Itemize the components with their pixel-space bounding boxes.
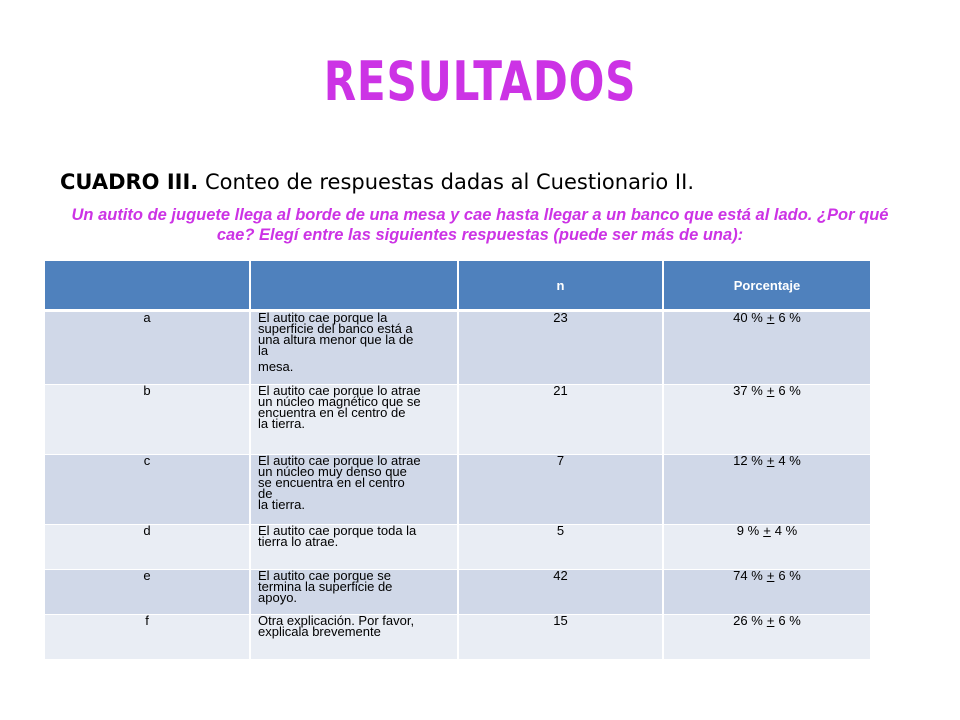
row-letter: c: [45, 455, 250, 525]
description-line: un núcleo magnético que se: [258, 394, 421, 409]
error-value: 6 %: [778, 310, 801, 325]
results-table: [45, 261, 870, 660]
row-letter: d: [45, 525, 250, 570]
question-text: Un autito de juguete llega al borde de una mesa y cae hasta llegar a un banco que está al lado. ¿Por qué cae? Elegí entre las siguientes respuestas (puede ser más de una):: [71, 206, 889, 244]
description-line: El autito cae porque se: [258, 568, 391, 583]
table-row: [45, 311, 870, 385]
error-value: 4 %: [778, 453, 801, 468]
row-description: [250, 311, 458, 385]
description-line: El autito cae porque la: [258, 310, 388, 325]
row-n: 21: [458, 385, 663, 455]
percentage-value: 12 %: [733, 453, 763, 468]
description-line: encuentra en el centro de: [258, 405, 406, 420]
row-percentage: [663, 385, 870, 455]
plus-minus-symbol: +: [766, 568, 775, 583]
row-percentage: [663, 615, 870, 660]
row-percentage: [663, 311, 870, 385]
row-description: [250, 455, 458, 525]
plus-minus-symbol: +: [766, 453, 775, 468]
description-line: El autito cae porque lo atrae: [258, 453, 421, 468]
percentage-value: 37 %: [733, 383, 763, 398]
percentage-value: 74 %: [733, 568, 763, 583]
description-line: explicala brevemente: [258, 624, 381, 639]
row-description: [250, 615, 458, 660]
row-n: 5: [458, 525, 663, 570]
row-n: 42: [458, 570, 663, 615]
description-line: mesa.: [258, 359, 294, 374]
row-description: [250, 525, 458, 570]
plus-minus-symbol: +: [766, 383, 775, 398]
row-percentage: [663, 570, 870, 615]
row-percentage: [663, 455, 870, 525]
description-line: un núcleo muy denso que: [258, 464, 407, 479]
page-title: RESULTADOS: [323, 50, 637, 113]
description-line: la tierra.: [258, 416, 305, 431]
row-letter: f: [45, 615, 250, 660]
table-row: [45, 615, 870, 660]
header-letter: [45, 261, 250, 311]
description-line: de: [258, 486, 273, 501]
caption-label: CUADRO III.: [60, 170, 199, 194]
description-line: Otra explicación. Por favor,: [258, 613, 415, 628]
description-line: El autito cae porque toda la: [258, 523, 417, 538]
row-n: 7: [458, 455, 663, 525]
table-caption: [60, 170, 694, 194]
header-percentage: Porcentaje: [663, 261, 870, 311]
plus-minus-symbol: +: [766, 613, 775, 628]
header-n: n: [458, 261, 663, 311]
description-line: la tierra.: [258, 497, 305, 512]
header-description: [250, 261, 458, 311]
description-line: tierra lo atrae.: [258, 534, 339, 549]
row-n: 23: [458, 311, 663, 385]
table-row: [45, 525, 870, 570]
description-line: apoyo.: [258, 590, 298, 605]
error-value: 4 %: [774, 523, 798, 538]
percentage-value: 9 %: [736, 523, 760, 538]
percentage-value: 26 %: [733, 613, 763, 628]
description-line: se encuentra en el centro: [258, 475, 405, 490]
caption-text: Conteo de respuestas dadas al Cuestionario II.: [198, 170, 694, 194]
table-row: [45, 570, 870, 615]
description-line: termina la superficie de: [258, 579, 393, 594]
description-line: superficie del banco está a: [258, 321, 413, 336]
plus-minus-symbol: +: [763, 523, 771, 538]
error-value: 6 %: [778, 568, 801, 583]
row-description: [250, 570, 458, 615]
description-line: El autito cae porque lo atrae: [258, 383, 421, 398]
table-row: [45, 385, 870, 455]
error-value: 6 %: [778, 613, 801, 628]
percentage-value: 40 %: [733, 310, 763, 325]
row-n: 15: [458, 615, 663, 660]
row-letter: a: [45, 311, 250, 385]
row-description: [250, 385, 458, 455]
table-header-row: [45, 261, 870, 311]
row-percentage: [663, 525, 870, 570]
row-letter: e: [45, 570, 250, 615]
description-line: una altura menor que la de: [258, 332, 414, 347]
error-value: 6 %: [778, 383, 801, 398]
description-line: la: [258, 343, 269, 358]
table-row: [45, 455, 870, 525]
plus-minus-symbol: +: [766, 310, 775, 325]
row-letter: b: [45, 385, 250, 455]
